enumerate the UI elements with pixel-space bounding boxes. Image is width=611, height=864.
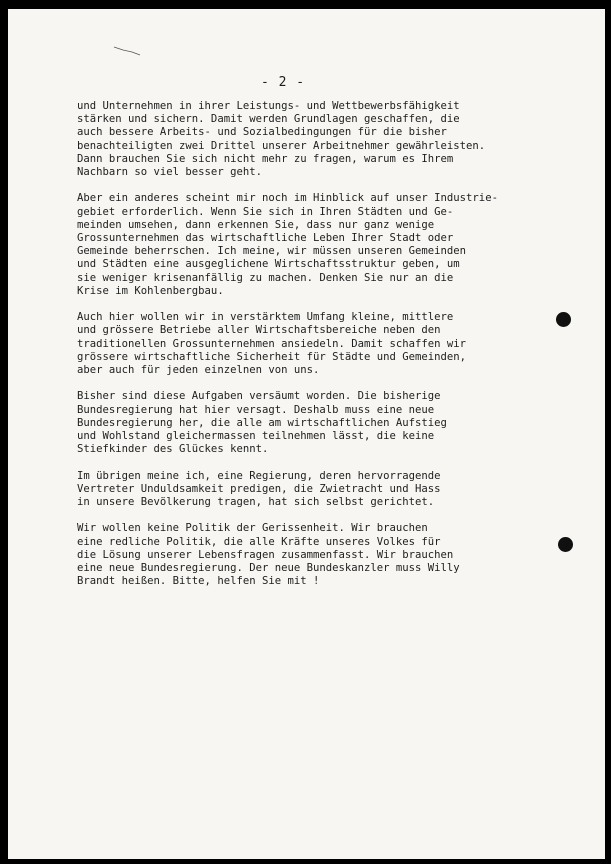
punch-hole-bottom xyxy=(558,537,573,552)
text-line: Vertreter Unduldsamkeit predigen, die Zwietracht und Hass xyxy=(77,482,441,495)
text-line: Bisher sind diese Aufgaben versäumt worden. Die bisherige xyxy=(77,390,441,403)
text-line: eine neue Bundesregierung. Der neue Bundeskanzler muss Willy xyxy=(77,562,460,575)
text-line: und grössere Betriebe aller Wirtschaftsbereiche neben den xyxy=(77,324,441,337)
text-line: Wir wollen keine Politik der Gerissenheit. Wir brauchen xyxy=(77,522,428,535)
text-line: und Städten eine ausgeglichene Wirtschaftsstruktur geben, um xyxy=(77,258,460,271)
text-line: Stiefkinder des Glückes kennt. xyxy=(77,443,269,456)
paragraph-6 xyxy=(77,522,582,588)
text-line: Bundesregierung hat hier versagt. Deshalb muss eine neue xyxy=(77,403,435,416)
text-line: grössere wirtschaftliche Sicherheit für Städte und Gemeinden, xyxy=(77,350,467,363)
text-line: Gemeinde beherrschen. Ich meine, wir müssen unseren Gemeinden xyxy=(77,245,467,258)
paragraph-1 xyxy=(77,100,582,179)
scan-mark xyxy=(113,46,141,56)
text-line: Dann brauchen Sie sich nicht mehr zu fragen, warum es Ihrem xyxy=(77,152,454,165)
page-number: - 2 - xyxy=(261,75,306,90)
text-line: gebiet erforderlich. Wenn Sie sich in Ihren Städten und Ge- xyxy=(77,205,454,218)
text-line: traditionellen Grossunternehmen ansiedeln. Damit schaffen wir xyxy=(77,337,467,350)
text-line: Auch hier wollen wir in verstärktem Umfang kleine, mittlere xyxy=(77,311,454,324)
text-line: und Unternehmen in ihrer Leistungs- und Wettbewerbsfähigkeit xyxy=(77,100,460,112)
text-line: in unsere Bevölkerung tragen, hat sich selbst gerichtet. xyxy=(77,496,435,509)
text-line: stärken und sichern. Damit werden Grundlagen geschaffen, die xyxy=(77,113,460,126)
paragraph-2 xyxy=(77,192,582,298)
text-line: Grossunternehmen das wirtschaftliche Leben Ihrer Stadt oder xyxy=(77,232,454,245)
text-line: Brandt heißen. Bitte, helfen Sie mit ! xyxy=(77,575,320,588)
paragraph-4 xyxy=(77,390,582,456)
text-line: meinden umsehen, dann erkennen Sie, dass nur ganz wenige xyxy=(77,218,435,231)
text-line: Im übrigen meine ich, eine Regierung, deren hervorragende xyxy=(77,469,441,482)
document-page xyxy=(8,9,605,859)
text-line: Aber ein anderes scheint mir noch im Hinblick auf unser Industrie- xyxy=(77,192,498,205)
text-line: Krise im Kohlenbergbau. xyxy=(77,284,224,297)
text-line: auch bessere Arbeits- und Sozialbedingungen für die bisher xyxy=(77,126,447,139)
paragraph-3 xyxy=(77,311,582,377)
text-line: und Wohlstand gleichermassen teilnehmen lässt, die keine xyxy=(77,430,435,443)
text-line: aber auch für jeden einzelnen von uns. xyxy=(77,364,320,377)
text-line: Nachbarn so viel besser geht. xyxy=(77,166,262,179)
punch-hole-top xyxy=(556,312,571,327)
text-line: benachteiligten zwei Drittel unserer Arbeitnehmer gewährleisten. xyxy=(77,139,486,152)
paragraph-5 xyxy=(77,470,582,510)
text-line: Bundesregierung her, die alle am wirtschaftlichen Aufstieg xyxy=(77,416,447,429)
text-line: die Lösung unserer Lebensfragen zusammenfasst. Wir brauchen xyxy=(77,548,454,561)
body-text xyxy=(77,100,582,602)
text-line: sie weniger krisenanfällig zu machen. Denken Sie nur an die xyxy=(77,271,454,284)
text-line: eine redliche Politik, die alle Kräfte unseres Volkes für xyxy=(77,535,441,548)
